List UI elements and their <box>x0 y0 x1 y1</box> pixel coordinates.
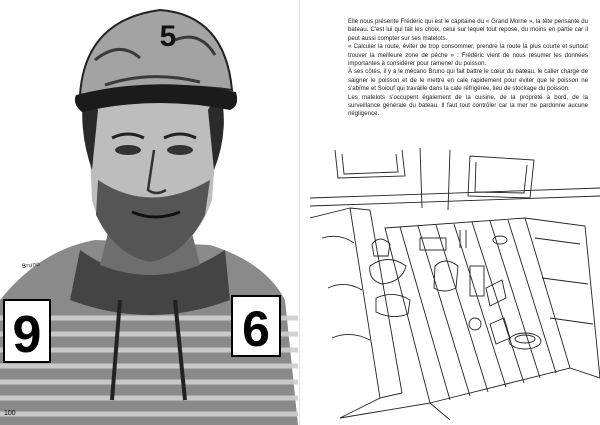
paragraph: Elle nous présente Frédéric qui est le capitaine du « Grand Morne », la tête pensante du bateau. C'est lui qui fait les choix, celui sur lequel tout repose, du moins en partie car il peut aussi compter sur ses matelots. <box>348 18 588 42</box>
paragraph: À ses côtés, il y a le mécano Bruno qui fait battre le cœur du bateau, le calier chargé de saigner le poisson et de le mettre en cale rapidement pour éviter que le poisson ne s'abîme et Soiouf qui travaille dans la cale réfrigérée, lieu de stockage du poisson. <box>348 68 588 93</box>
jersey-digit-left: 9 <box>12 306 42 364</box>
paragraph: « Calculer la route, éviter de trop consommer, prendre la route la plus courte et surtout trouver la meilleure zone de pêche » : Frédéric vient de nous résumer les données importantes à considérer pour ramener du poisson. <box>348 43 588 68</box>
page-number: 100 <box>4 410 16 417</box>
body-text <box>348 18 588 119</box>
paragraph: Les matelots s'occupent également de la cuisine, de la propreté à bord, de la surveillance générale du bateau. Il faut tout contrôler car la mer ne pardonne aucune négligence. <box>348 93 588 118</box>
artist-signature: Bruno <box>21 260 41 271</box>
boat-deck-sketch <box>310 148 600 420</box>
cap-number: 5 <box>159 20 177 53</box>
jersey-digit-right: 6 <box>242 301 270 357</box>
right-page <box>300 0 600 425</box>
